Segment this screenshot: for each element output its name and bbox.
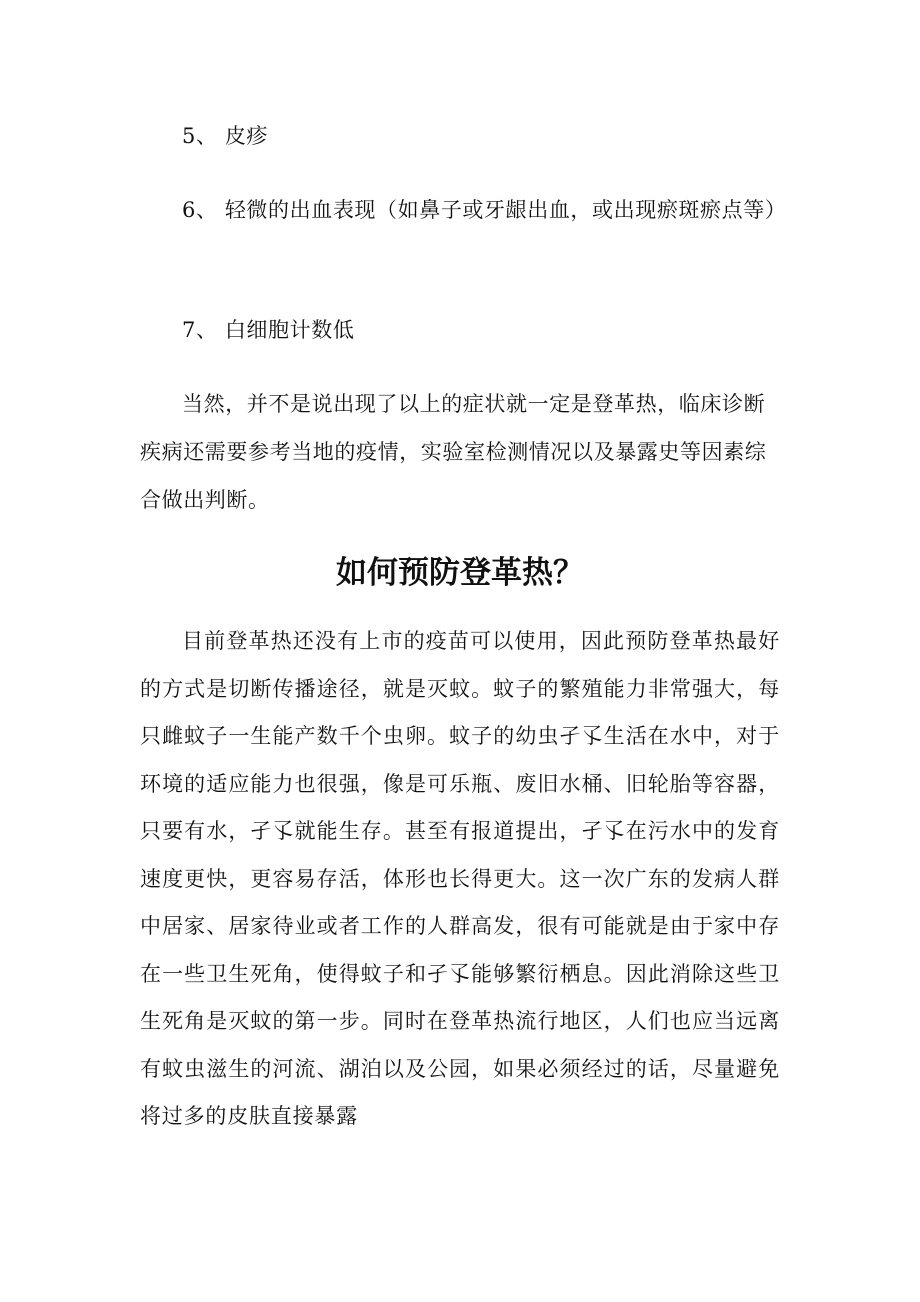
prevention-paragraph: 目前登革热还没有上市的疫苗可以使用，因此预防登革热最好的方式是切断传播途径，就是灭蚊。蚊子的繁殖能力非常强大，每只雌蚊子一生能产数千个虫卵。蚊子的幼虫孑孓生活在水中，对于环境的适应能力也很强，像是可乐瓶、废旧水桶、旧轮胎等容器，只要有水，孑孓就能生存。甚至有报道提出，孑孓在污水中的发育速度更快，更容易存活，体形也长得更大。这一次广东的发病人群中居家、居家待业或者工作的人群高发，很有可能就是由于家中存在一些卫生死角，使得蚊子和孑孓能够繁衍栖息。因此消除这些卫生死角是灭蚊的第一步。同时在登革热流行地区，人们也应当远离有蚊虫滋生的河流、湖泊以及公园，如果必须经过的话，尽量避免将过多的皮肤直接暴露 [140, 629, 780, 1128]
section-heading: 如何预防登革热？ [336, 555, 584, 591]
symptom-item-5: 5、 皮疹 [182, 124, 269, 148]
symptom-item-7: 7、 白细胞计数低 [182, 318, 355, 342]
summary-paragraph: 当然，并不是说出现了以上的症状就一定是登革热，临床诊断疾病还需要参考当地的疫情，实验室检测情况以及暴露史等因素综合做出判断。 [140, 392, 767, 512]
symptom-item-6: 6、 轻微的出血表现（如鼻子或牙龈出血，或出现瘀斑瘀点等） [182, 198, 787, 222]
